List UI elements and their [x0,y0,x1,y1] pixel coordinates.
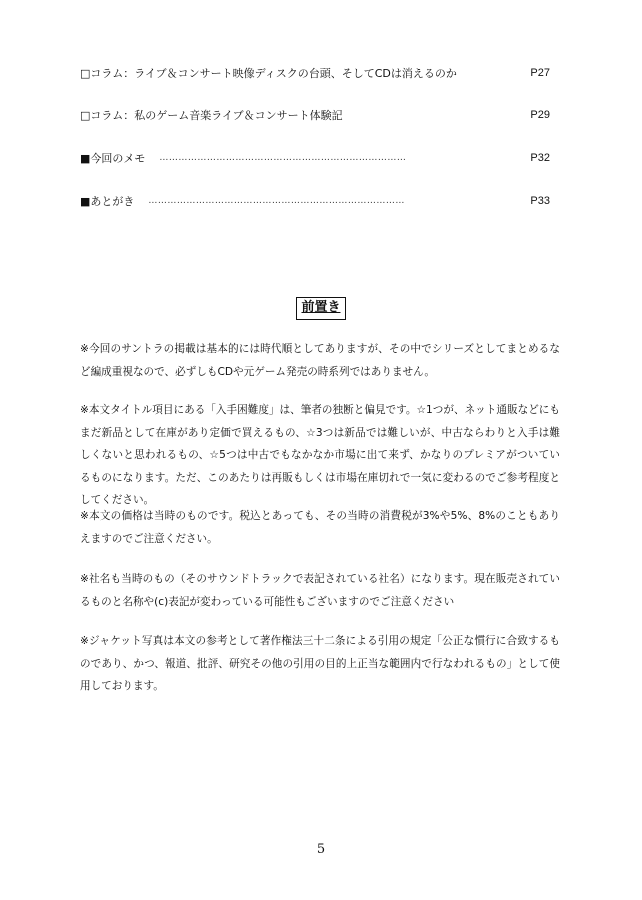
toc-leader-dots: …………………………………………………………………… [159,153,407,163]
note-paragraph: ※今回のサントラの掲載は基本的には時代順としてありますが、その中でシリーズとしてまとめるなど編成重視なので、必ずしもCDや元ゲーム発売の時系列ではありません。 [80,343,560,378]
toc-entry-label: ■あとがき [80,195,135,208]
toc-entry-page: P29 [530,109,550,121]
note-paragraph: ※社名も当時のもの（そのサウンドトラックで表記されている社名）になります。現在販売されているものと名称や(c)表記が変わっている可能性もございますのでご注意ください [80,573,560,608]
note-paragraph: ※本文タイトル項目にある「入手困難度」は、筆者の独断と偏見です。☆1つが、ネット通販などにもまだ新品として在庫があり定価で買えるもの、☆3つは新品では難しいが、中古ならわりと入手は難しくないと思われるもの、☆5つは中古でもなかなか市場に出て来ず、かなりのプレミアがついているものになります。ただ、このあたりは再販もしくは市場在庫切れで一気に変わるのでご参考程度としてください。 [80,404,560,506]
note-paragraph: ※ジャケット写真は本文の参考として著作権法三十二条による引用の規定「公正な慣行に合致するものであり、かつ、報道、批評、研究その他の引用の目的上正当な範囲内で行なわれるもの」として使用しております。 [80,635,560,692]
toc-entry-page: P32 [530,152,550,164]
section-heading: 前置き [296,297,345,320]
toc-leader-dots: ……………………………………………………………………… [148,196,405,206]
toc-entry-memo [80,148,550,168]
toc-entry-page: P33 [530,195,550,207]
toc-entry-page: P27 [530,67,550,79]
toc-entry-afterword [80,191,550,211]
note-paragraph: ※本文の価格は当時のものです。税込とあっても、その当時の消費税が3%や5%、8%のこともありえますのでご注意ください。 [80,510,560,545]
toc-entry-column-experience [80,105,550,125]
toc-entry-column-live-disc [80,63,550,83]
toc-entry-label: □コラム：私のゲーム音楽ライブ＆コンサート体験記 [80,109,343,122]
toc-entry-label: ■今回のメモ [80,152,146,165]
page-number: 5 [316,842,326,857]
section-heading-wrapper [0,296,642,320]
toc-entry-label: □コラム：ライブ＆コンサート映像ディスクの台頭、そしてCDは消えるのか [80,67,457,80]
